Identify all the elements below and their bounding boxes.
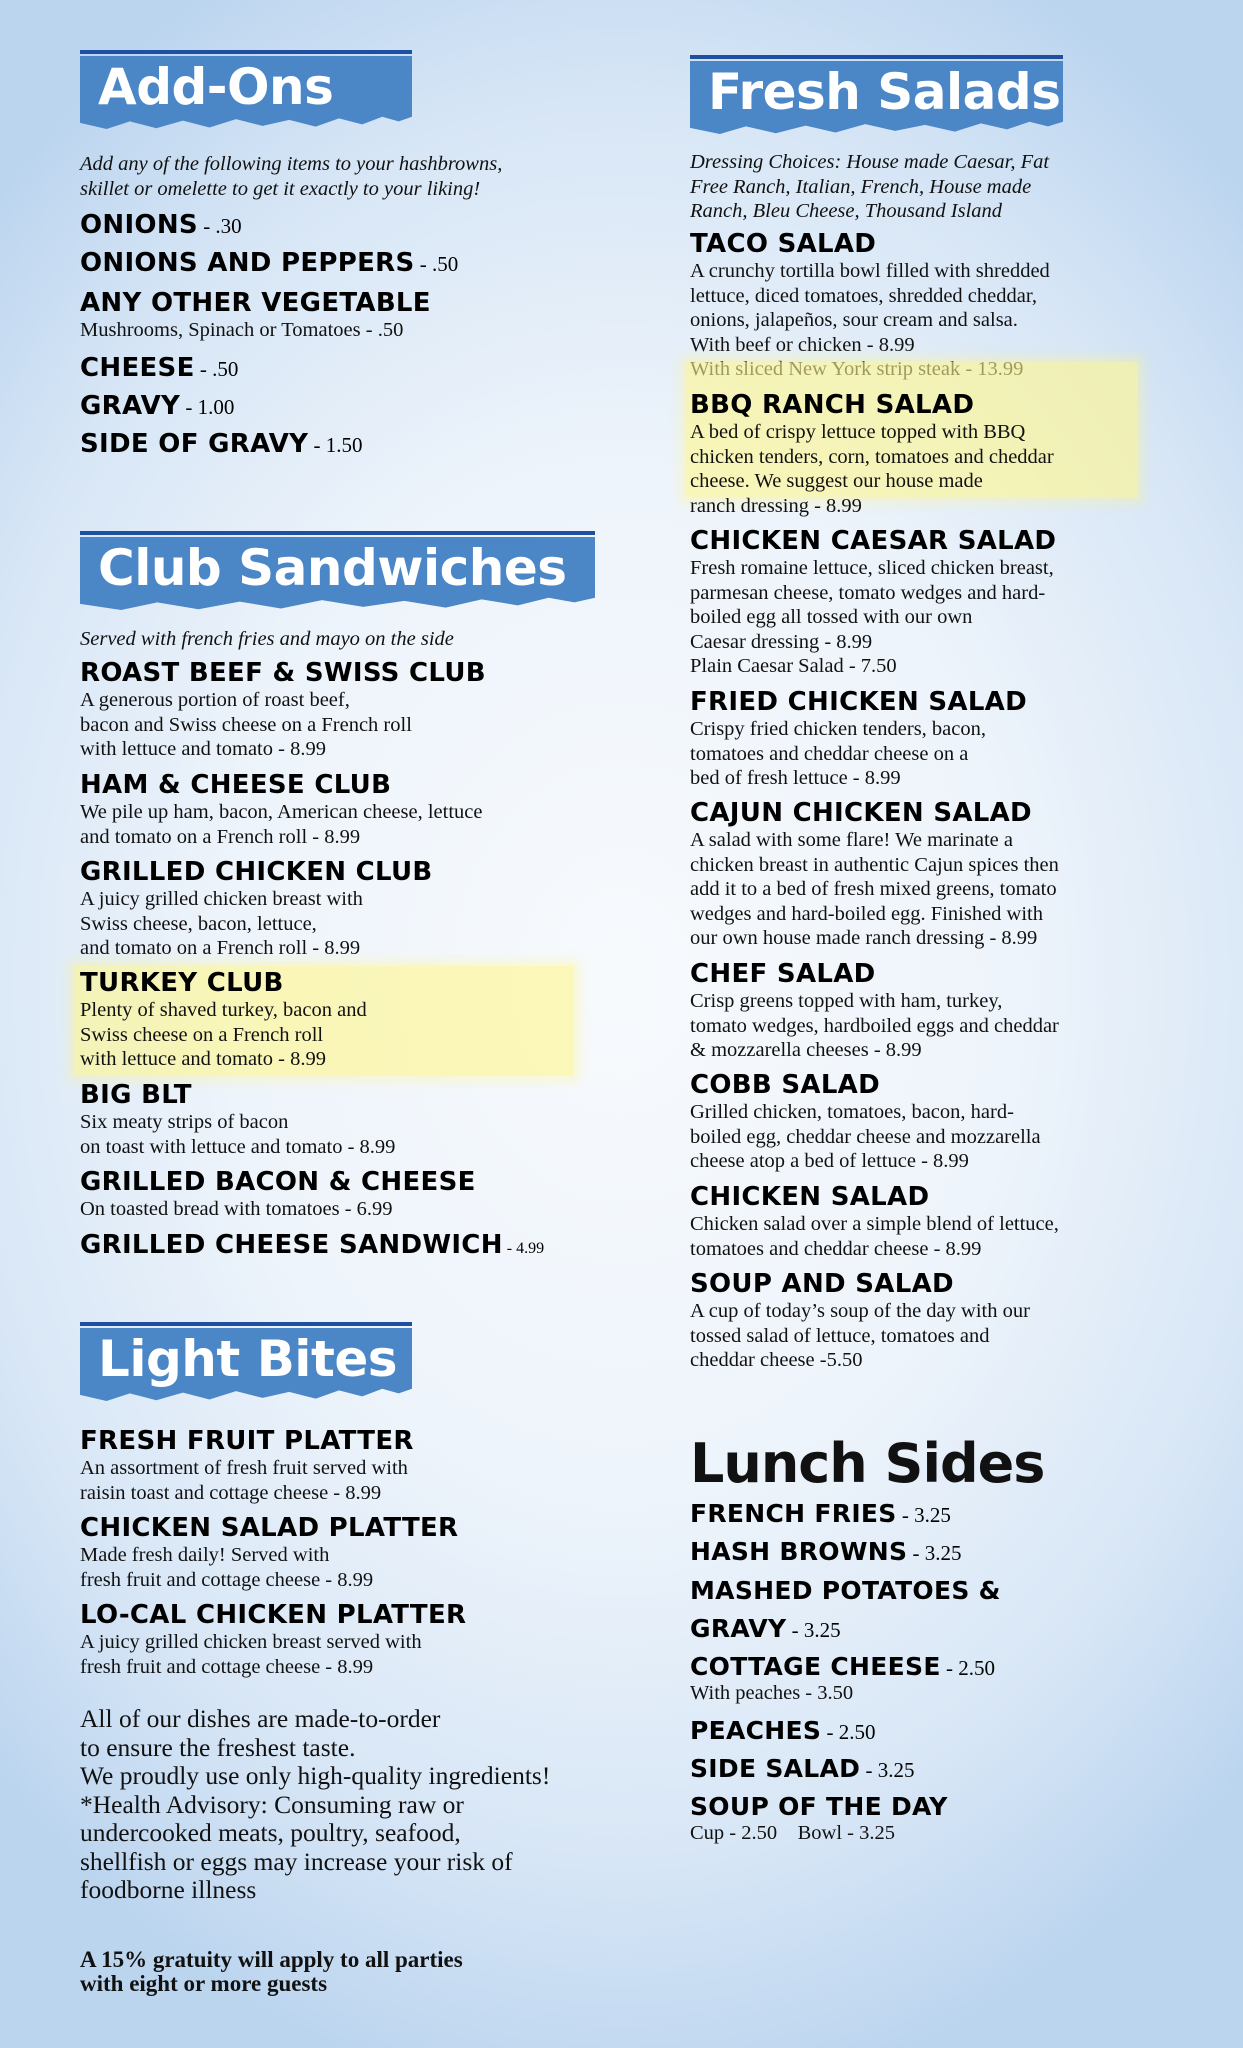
- salads-banner: [690, 55, 1063, 143]
- light-banner: [80, 1322, 412, 1410]
- item-desc: Fresh romaine lettuce, sliced chicken breast, parmesan cheese, tomato wedges and hard- boiled egg all tossed with our own Caesar dressing - 8.99 Plain Caesar Salad - 7.50: [690, 557, 1054, 678]
- item-price: - .50: [194, 357, 239, 381]
- item-desc: Grilled chicken, tomatoes, bacon, hard- boiled egg, cheddar cheese and mozzarella cheese atop a bed of lettuce - 8.99: [690, 1101, 1041, 1173]
- menu-item: [80, 1168, 640, 1222]
- item-name: BIG BLT: [80, 1080, 192, 1110]
- item-desc: A crunchy tortilla bowl filled with shredded lettuce, diced tomatoes, shredded cheddar, onions, jalapeños, sour cream and salsa. With beef or chicken - 8.99: [690, 260, 1050, 356]
- side-item: [690, 1793, 1190, 1846]
- item-name: GRILLED BACON & CHEESE: [80, 1167, 476, 1197]
- item-name: LO-CAL CHICKEN PLATTER: [80, 1600, 467, 1630]
- addons-title: Add-Ons: [98, 58, 334, 116]
- menu-item: [690, 1270, 1190, 1373]
- addon-item: [80, 392, 640, 421]
- item-desc: A bed of crispy lettuce topped with BBQ chicken tenders, corn, tomatoes and cheddar cheese. We suggest our house made ranch dressing - 8.99: [690, 421, 1054, 517]
- item-price: - 3.25: [907, 1541, 962, 1565]
- item-name: GRAVY: [80, 391, 181, 421]
- menu-item: [80, 1601, 640, 1679]
- side-item: [690, 1653, 1190, 1706]
- addon-item: [80, 249, 640, 278]
- addon-item: [80, 211, 640, 240]
- item-name: CAJUN CHICKEN SALAD: [690, 798, 1032, 828]
- item-desc: Crisp greens topped with ham, turkey, tomato wedges, hardboiled eggs and cheddar & mozzarella cheeses - 8.99: [690, 990, 1059, 1062]
- item-name: CHEF SALAD: [690, 959, 876, 989]
- item-desc: A juicy grilled chicken breast served with fresh fruit and cottage cheese - 8.99: [80, 1631, 422, 1678]
- club-intro: Served with french fries and mayo on the side: [80, 628, 454, 650]
- menu-item: [690, 230, 1190, 382]
- item-name: ONIONS AND PEPPERS: [80, 248, 415, 278]
- item-price: - 1.00: [180, 395, 235, 419]
- item-price: - 4.99: [502, 1240, 545, 1257]
- item-name: ONIONS: [80, 210, 198, 240]
- side-item: [690, 1500, 1190, 1528]
- item-desc: Crispy fried chicken tenders, bacon, tomatoes and cheddar cheese on a bed of fresh lettuce - 8.99: [690, 718, 987, 790]
- item-name: TURKEY CLUB: [80, 968, 284, 998]
- menu-item: [80, 771, 640, 849]
- item-desc: A juicy grilled chicken breast with Swiss cheese, bacon, lettuce, and tomato on a French roll - 8.99: [80, 888, 363, 960]
- item-desc: A cup of today’s soup of the day with our tossed salad of lettuce, tomatoes and cheddar cheese -5.50: [690, 1300, 1030, 1372]
- item-name: GRAVY: [690, 1614, 787, 1643]
- item-name: FRESH FRUIT PLATTER: [80, 1426, 414, 1456]
- menu-item: [690, 799, 1190, 951]
- side-item: [690, 1615, 1190, 1643]
- item-name: CHICKEN SALAD: [690, 1182, 930, 1212]
- addon-item: [80, 289, 640, 343]
- side-item: [690, 1755, 1190, 1783]
- item-price: - 2.50: [940, 1656, 995, 1680]
- item-name: COTTAGE CHEESE: [690, 1652, 941, 1681]
- menu-item: [80, 1427, 640, 1505]
- item-price: - 3.25: [896, 1503, 951, 1527]
- side-item: [690, 1577, 1190, 1605]
- side-item: [690, 1717, 1190, 1745]
- menu-item: [80, 1514, 640, 1592]
- item-name: FRIED CHICKEN SALAD: [690, 687, 1027, 717]
- item-name: CHEESE: [80, 353, 195, 383]
- item-name: HAM & CHEESE CLUB: [80, 770, 392, 800]
- menu-item: [80, 1081, 640, 1159]
- club-title: Club Sandwiches: [98, 539, 567, 597]
- item-desc: Cup - 2.50 Bowl - 3.25: [690, 1822, 895, 1844]
- item-desc: An assortment of fresh fruit served with raisin toast and cottage cheese - 8.99: [80, 1457, 408, 1504]
- addons-banner: [80, 50, 412, 138]
- menu-item: [80, 1231, 640, 1260]
- side-item: [690, 1538, 1190, 1566]
- item-price: - .30: [197, 214, 242, 238]
- item-desc: With peaches - 3.50: [690, 1682, 854, 1704]
- salads-intro: Dressing Choices: House made Caesar, Fat Free Ranch, Italian, French, House made Ranch, Bleu Cheese, Thousand Island: [690, 151, 1050, 223]
- item-desc: Mushrooms, Spinach or Tomatoes - .50: [80, 319, 404, 342]
- item-name: CHICKEN CAESAR SALAD: [690, 526, 1057, 556]
- addon-item: [80, 430, 640, 459]
- menu-item: [690, 960, 1190, 1063]
- addons-intro: Add any of the following items to your hashbrowns, skillet or omelette to get it exactly to your liking!: [80, 153, 503, 200]
- addon-item: [80, 354, 640, 383]
- item-name: HASH BROWNS: [690, 1537, 908, 1566]
- item-name: SIDE OF GRAVY: [80, 429, 309, 459]
- menu-item: [690, 1183, 1190, 1261]
- item-desc: Plenty of shaved turkey, bacon and Swiss cheese on a French roll with lettuce and tomato - 8.99: [80, 999, 367, 1071]
- item-desc: Made fresh daily! Served with fresh fruit and cottage cheese - 8.99: [80, 1544, 374, 1591]
- item-name: COBB SALAD: [690, 1070, 880, 1100]
- item-desc: A salad with some flare! We marinate a chicken breast in authentic Cajun spices then add it to a bed of fresh mixed greens, tomato wedges and hard-boiled egg. Finished with our own house made ranch dressing - 8.99: [690, 829, 1059, 950]
- item-price: - 3.25: [860, 1758, 915, 1782]
- club-banner: [80, 531, 595, 619]
- menu-item: [80, 659, 640, 762]
- menu-item: [690, 391, 1190, 518]
- item-desc: We pile up ham, bacon, American cheese, lettuce and tomato on a French roll - 8.99: [80, 801, 483, 848]
- item-name: GRILLED CHICKEN CLUB: [80, 857, 433, 887]
- menu-item: [690, 1071, 1190, 1174]
- item-name: FRENCH FRIES: [690, 1499, 897, 1528]
- item-desc: On toasted bread with tomatoes - 6.99: [80, 1198, 393, 1221]
- item-price: - 2.50: [821, 1720, 876, 1744]
- item-name: MASHED POTATOES &: [690, 1576, 1001, 1605]
- menu-item: [690, 527, 1190, 679]
- item-price: - .50: [414, 252, 459, 276]
- item-desc: Six meaty strips of bacon on toast with lettuce and tomato - 8.99: [80, 1111, 396, 1158]
- item-price: - 3.25: [786, 1618, 841, 1642]
- item-desc: Chicken salad over a simple blend of lettuce, tomatoes and cheddar cheese - 8.99: [690, 1213, 1059, 1260]
- item-name: ROAST BEEF & SWISS CLUB: [80, 658, 486, 688]
- item-desc: A generous portion of roast beef, bacon and Swiss cheese on a French roll with lettuce and tomato - 8.99: [80, 689, 412, 761]
- menu-item: [80, 858, 640, 961]
- light-title: Light Bites: [98, 1330, 398, 1388]
- menu-item: [690, 688, 1190, 791]
- gratuity-notice: A 15% gratuity will apply to all parties with eight or more guests: [80, 1947, 463, 1996]
- item-price: - 1.50: [308, 433, 363, 457]
- item-name: SOUP AND SALAD: [690, 1269, 954, 1299]
- item-name: SOUP OF THE DAY: [690, 1792, 948, 1821]
- salads-title: Fresh Salads: [708, 63, 1061, 121]
- item-name: CHICKEN SALAD PLATTER: [80, 1513, 459, 1543]
- lunch-sides-title: Lunch Sides: [690, 1432, 1045, 1495]
- item-name: GRILLED CHEESE SANDWICH: [80, 1230, 503, 1260]
- item-name: BBQ RANCH SALAD: [690, 390, 975, 420]
- health-notice: All of our dishes are made-to-order to ensure the freshest taste. We proudly use only high-quality ingredients! *Health Advisory: Consuming raw or undercooked meats, poultry, seafood, shellfish or eggs may increase your risk of foodborne illness: [80, 1704, 551, 1905]
- item-name: ANY OTHER VEGETABLE: [80, 288, 431, 318]
- item-name: TACO SALAD: [690, 229, 877, 259]
- item-name: PEACHES: [690, 1716, 822, 1745]
- item-name: SIDE SALAD: [690, 1754, 861, 1783]
- menu-item: [80, 969, 640, 1072]
